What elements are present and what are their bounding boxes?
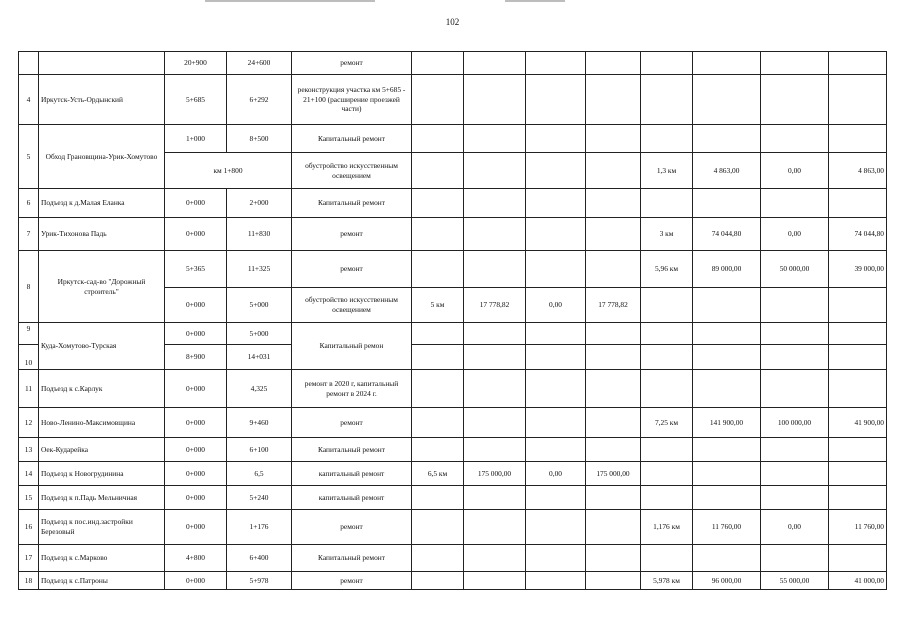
row-number: 11 [19,370,39,408]
sum-a [464,218,526,251]
fed-b [761,545,829,572]
length-a: 6,5 км [412,462,464,486]
sum-a [464,438,526,462]
km-end: 5+000 [227,288,292,323]
fed-a [526,218,586,251]
reg-a [586,510,641,545]
length-a [412,510,464,545]
row-number: 17 [19,545,39,572]
length-b [641,462,693,486]
sum-b [693,370,761,408]
km-start: 0+000 [165,288,227,323]
row-number: 18 [19,572,39,590]
km-start: 4+800 [165,545,227,572]
km-start: 5+685 [165,75,227,125]
fed-b [761,189,829,218]
length-a [412,486,464,510]
sum-b [693,323,761,345]
fed-a [526,486,586,510]
road-name: Подъезд к с.Марково [39,545,165,572]
length-a [412,323,464,345]
reg-a [586,125,641,153]
work-type: обустройство искусственным освещением [292,153,412,189]
reg-b: 39 000,00 [829,251,887,288]
road-name: Ново-Ленино-Максимовщина [39,408,165,438]
table-row [19,545,887,572]
row-number: 4 [19,75,39,125]
sum-b [693,462,761,486]
sum-a: 175 000,00 [464,462,526,486]
work-type: ремонт [292,218,412,251]
km-start: 0+000 [165,572,227,590]
length-b [641,288,693,323]
work-type: реконструкция участка км 5+685 - 21+100 (расширение проезжей части) [292,75,412,125]
km-end: 6,5 [227,462,292,486]
reg-a [586,572,641,590]
row-number: 5 [19,125,39,189]
fed-a [526,323,586,345]
road-name: Подъезд к с.Патроны [39,572,165,590]
km-end: 24+600 [227,52,292,75]
sum-b: 141 900,00 [693,408,761,438]
reg-b [829,486,887,510]
page-number: 102 [445,17,460,27]
km-start: 0+000 [165,218,227,251]
fed-a [526,345,586,370]
reg-a [586,370,641,408]
fed-b [761,438,829,462]
row-number: 16 [19,510,39,545]
reg-a [586,345,641,370]
length-b: 7,25 км [641,408,693,438]
km-start: 1+000 [165,125,227,153]
length-b: 5,96 км [641,251,693,288]
table-row [19,218,887,251]
work-type: Капитальный ремонт [292,125,412,153]
road-name: Куда-Хомутово-Турская [39,323,165,370]
fed-a: 0,00 [526,288,586,323]
table-row [19,75,887,125]
row-number: 10 [19,345,39,370]
sum-b [693,438,761,462]
length-b: 3 км [641,218,693,251]
fed-b [761,345,829,370]
length-a [412,218,464,251]
length-a [412,572,464,590]
sum-b [693,52,761,75]
reg-b [829,75,887,125]
km-end: 5+000 [227,323,292,345]
length-a [412,251,464,288]
km-start: 0+000 [165,510,227,545]
length-b [641,345,693,370]
work-type: ремонт [292,510,412,545]
fed-b: 0,00 [761,218,829,251]
fed-a [526,510,586,545]
work-type: капитальный ремонт [292,462,412,486]
sum-b [693,75,761,125]
roads-table [18,51,887,590]
row-number: 14 [19,462,39,486]
km-end: 6+292 [227,75,292,125]
reg-b [829,345,887,370]
length-b [641,545,693,572]
sum-a: 17 778,82 [464,288,526,323]
sum-a [464,510,526,545]
fed-b: 100 000,00 [761,408,829,438]
reg-a [586,438,641,462]
work-type: Капитальный ремонт [292,189,412,218]
reg-a [586,153,641,189]
km-start: 0+000 [165,486,227,510]
reg-b: 11 760,00 [829,510,887,545]
length-a [412,345,464,370]
sum-b [693,288,761,323]
row-number: 9 [19,323,39,345]
table-row [19,510,887,545]
length-b: 5,978 км [641,572,693,590]
length-a [412,408,464,438]
length-b [641,52,693,75]
table-row [19,408,887,438]
reg-a: 17 778,82 [586,288,641,323]
fed-a [526,52,586,75]
km-start: 0+000 [165,323,227,345]
row-number: 12 [19,408,39,438]
km-end: 8+500 [227,125,292,153]
fed-b [761,125,829,153]
km-end: 6+100 [227,438,292,462]
reg-b [829,462,887,486]
row-number: 6 [19,189,39,218]
sum-a [464,408,526,438]
length-a [412,52,464,75]
km-end: 5+240 [227,486,292,510]
work-type: ремонт в 2020 г, капитальный ремонт в 2024 г. [292,370,412,408]
fed-b [761,75,829,125]
fed-b: 50 000,00 [761,251,829,288]
work-type: ремонт [292,251,412,288]
reg-b [829,438,887,462]
reg-b [829,323,887,345]
km-end: 6+400 [227,545,292,572]
fed-a [526,75,586,125]
sum-a [464,189,526,218]
road-name: Подъезд к Новогрудинина [39,462,165,486]
sum-a [464,153,526,189]
reg-a [586,52,641,75]
sum-a [464,486,526,510]
scan-artifact [505,0,565,2]
length-b [641,370,693,408]
sum-a [464,75,526,125]
length-a [412,370,464,408]
fed-b [761,323,829,345]
fed-a [526,408,586,438]
work-type: Капитальный ремонт [292,545,412,572]
table-row [19,486,887,510]
length-b [641,189,693,218]
reg-a: 175 000,00 [586,462,641,486]
table-row [19,370,887,408]
sum-b [693,125,761,153]
road-name: Иркутск-Усть-Ордынский [39,75,165,125]
sum-a [464,545,526,572]
road-name: Оек-Кударейка [39,438,165,462]
fed-b [761,462,829,486]
work-type: Капитальный ремон [292,323,412,370]
length-b [641,486,693,510]
length-a: 5 км [412,288,464,323]
length-b [641,125,693,153]
fed-a [526,438,586,462]
sum-a [464,52,526,75]
reg-a [586,408,641,438]
fed-b [761,370,829,408]
km-start: 20+900 [165,52,227,75]
fed-a [526,370,586,408]
km-start: 0+000 [165,189,227,218]
reg-b [829,52,887,75]
fed-a [526,189,586,218]
table-row [19,462,887,486]
road-name: Подъезд к п.Падь Мельничная [39,486,165,510]
km-start: 5+365 [165,251,227,288]
sum-b: 11 760,00 [693,510,761,545]
fed-b: 55 000,00 [761,572,829,590]
km-start: 0+000 [165,408,227,438]
reg-b [829,370,887,408]
length-a [412,438,464,462]
sum-b [693,486,761,510]
km-start: 8+900 [165,345,227,370]
sum-b: 4 863,00 [693,153,761,189]
sum-b: 96 000,00 [693,572,761,590]
table-row [19,52,887,75]
km-end: 5+978 [227,572,292,590]
length-b [641,438,693,462]
row-number: 8 [19,251,39,323]
table-row [19,189,887,218]
fed-a: 0,00 [526,462,586,486]
reg-b [829,288,887,323]
sum-b [693,345,761,370]
row-number: 7 [19,218,39,251]
road-name: Урик-Тихонова Падь [39,218,165,251]
reg-b: 74 044,80 [829,218,887,251]
reg-a [586,545,641,572]
sum-a [464,125,526,153]
reg-b: 41 900,00 [829,408,887,438]
km-start: 0+000 [165,462,227,486]
work-type: Капитальный ремонт [292,438,412,462]
road-name: Подъезд к д.Малая Еланка [39,189,165,218]
km-end: 11+325 [227,251,292,288]
fed-a [526,572,586,590]
work-type: ремонт [292,52,412,75]
reg-a [586,189,641,218]
sum-a [464,370,526,408]
length-b: 1,3 км [641,153,693,189]
length-a [412,189,464,218]
reg-b [829,125,887,153]
km-point: км 1+800 [165,153,292,189]
length-b: 1,176 км [641,510,693,545]
km-start: 0+000 [165,370,227,408]
road-name: Подъезд к пос.инд.застройки Березовый [39,510,165,545]
length-a [412,153,464,189]
length-b [641,323,693,345]
road-name: Подъезд к с.Карлук [39,370,165,408]
row-number: 13 [19,438,39,462]
length-a [412,545,464,572]
km-end: 1+176 [227,510,292,545]
sum-b: 74 044,80 [693,218,761,251]
reg-a [586,323,641,345]
reg-a [586,75,641,125]
fed-a [526,251,586,288]
fed-b [761,288,829,323]
reg-a [586,486,641,510]
km-end: 14+031 [227,345,292,370]
reg-b: 4 863,00 [829,153,887,189]
fed-a [526,153,586,189]
table-row [19,251,887,288]
fed-b [761,52,829,75]
work-type: обустройство искусственным освещением [292,288,412,323]
fed-a [526,125,586,153]
sum-a [464,345,526,370]
km-end: 11+830 [227,218,292,251]
sum-a [464,323,526,345]
row-number: 15 [19,486,39,510]
road-name [39,52,165,75]
road-name: Обход Грановщина-Урик-Хомутово [39,125,165,189]
reg-b: 41 000,00 [829,572,887,590]
fed-a [526,545,586,572]
fed-b: 0,00 [761,510,829,545]
road-name: Иркутск-сад-во "Дорожный строитель" [39,251,165,323]
length-b [641,75,693,125]
reg-b [829,189,887,218]
sum-b [693,189,761,218]
scan-artifact [205,0,375,2]
km-end: 9+460 [227,408,292,438]
sum-a [464,572,526,590]
reg-b [829,545,887,572]
row-number [19,52,39,75]
reg-a [586,218,641,251]
km-end: 4,325 [227,370,292,408]
fed-b: 0,00 [761,153,829,189]
fed-b [761,486,829,510]
reg-a [586,251,641,288]
table-row [19,438,887,462]
length-a [412,125,464,153]
table-row [19,572,887,590]
sum-a [464,251,526,288]
work-type: ремонт [292,572,412,590]
sum-b [693,545,761,572]
km-end: 2+000 [227,189,292,218]
table-row [19,125,887,153]
work-type: капитальный ремонт [292,486,412,510]
table-row [19,323,887,345]
length-a [412,75,464,125]
work-type: ремонт [292,408,412,438]
km-start: 0+000 [165,438,227,462]
sum-b: 89 000,00 [693,251,761,288]
